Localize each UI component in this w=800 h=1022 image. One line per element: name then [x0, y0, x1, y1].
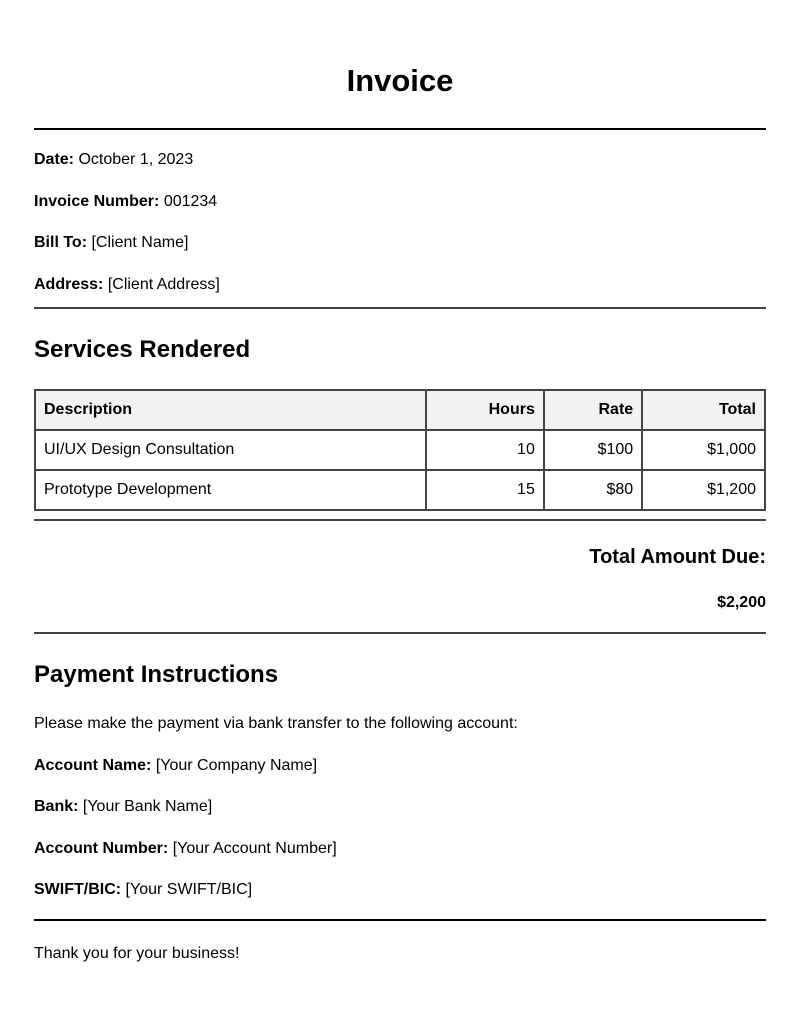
address-value: [Client Address] — [107, 276, 220, 293]
column-header-total: Total — [642, 390, 765, 430]
page-title: Invoice — [346, 63, 454, 98]
row-hours: 15 — [426, 470, 544, 510]
account-name-label: Account Name: — [34, 757, 152, 774]
row-description: UI/UX Design Consultation — [35, 430, 426, 470]
bill-to-label: Bill To: — [34, 234, 88, 251]
invoice-number-value: 001234 — [163, 193, 218, 210]
bank-line — [34, 797, 766, 817]
bill-to-line — [34, 233, 766, 253]
divider — [34, 307, 766, 309]
row-hours: 10 — [426, 430, 544, 470]
date-label: Date: — [34, 151, 75, 168]
column-header-rate: Rate — [544, 390, 642, 430]
table-row — [35, 430, 765, 470]
bank-label: Bank: — [34, 798, 79, 815]
thank-you-note: Thank you for your business! — [34, 945, 240, 962]
services-table — [34, 389, 766, 511]
row-total: $1,200 — [642, 470, 765, 510]
invoice-number-label: Invoice Number: — [34, 193, 160, 210]
services-heading: Services Rendered — [34, 336, 251, 363]
address-line — [34, 275, 766, 295]
payment-intro: Please make the payment via bank transfer to the following account: — [34, 715, 518, 732]
invoice-page — [34, 0, 766, 964]
bill-to-value: [Client Name] — [91, 234, 189, 251]
account-number-label: Account Number: — [34, 840, 169, 857]
payment-heading: Payment Instructions — [34, 661, 279, 688]
account-name-line — [34, 756, 766, 776]
column-header-hours: Hours — [426, 390, 544, 430]
address-label: Address: — [34, 276, 104, 293]
total-amount-value: $2,200 — [717, 594, 766, 611]
swift-line — [34, 880, 766, 900]
swift-value: [Your SWIFT/BIC] — [125, 881, 253, 898]
account-number-value: [Your Account Number] — [172, 840, 337, 857]
invoice-number-line — [34, 192, 766, 212]
date-value: October 1, 2023 — [78, 151, 194, 168]
table-row — [35, 470, 765, 510]
column-header-description: Description — [35, 390, 426, 430]
divider — [34, 919, 766, 921]
date-line — [34, 150, 766, 170]
row-rate: $80 — [544, 470, 642, 510]
row-rate: $100 — [544, 430, 642, 470]
table-header-row — [35, 390, 765, 430]
divider — [34, 632, 766, 634]
account-name-value: [Your Company Name] — [155, 757, 318, 774]
account-number-line — [34, 839, 766, 859]
swift-label: SWIFT/BIC: — [34, 881, 122, 898]
total-amount-label: Total Amount Due: — [589, 546, 766, 568]
divider — [34, 519, 766, 521]
bank-value: [Your Bank Name] — [82, 798, 213, 815]
row-total: $1,000 — [642, 430, 765, 470]
divider — [34, 128, 766, 130]
row-description: Prototype Development — [35, 470, 426, 510]
